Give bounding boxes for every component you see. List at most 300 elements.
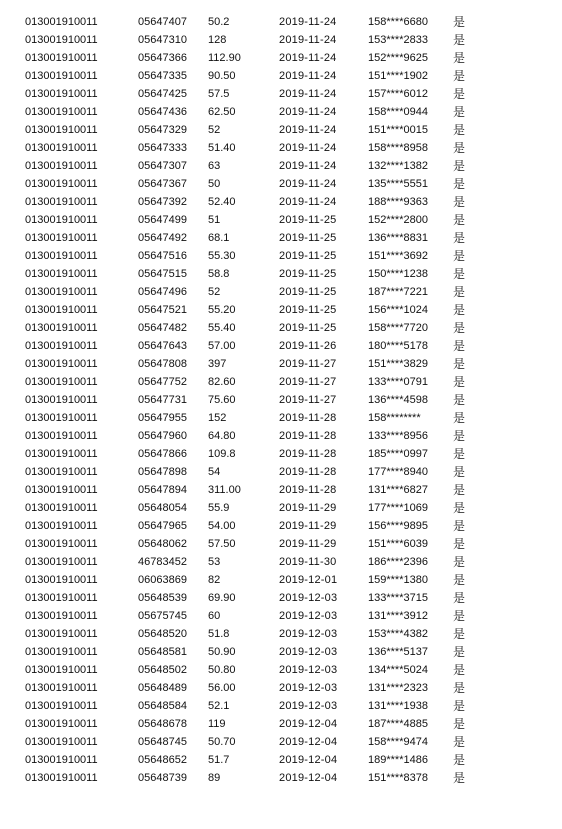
amount-cell: 51.8 <box>208 628 230 640</box>
flag-cell: 是 <box>453 753 466 767</box>
code-cell: 013001910011 <box>25 628 98 640</box>
phone-cell: 132****1382 <box>368 160 428 172</box>
code-cell: 013001910011 <box>25 592 98 604</box>
flag-cell: 是 <box>453 141 466 155</box>
date-cell: 2019-11-24 <box>279 142 337 154</box>
date-cell: 2019-11-25 <box>279 322 337 334</box>
number-cell: 05647866 <box>138 448 187 460</box>
code-cell: 013001910011 <box>25 268 98 280</box>
flag-cell: 是 <box>453 249 466 263</box>
flag-cell: 是 <box>453 627 466 641</box>
number-cell: 05675745 <box>138 610 187 622</box>
table-row <box>0 463 562 481</box>
table-row <box>0 751 562 769</box>
table-row <box>0 769 562 787</box>
date-cell: 2019-11-29 <box>279 538 337 550</box>
number-cell: 05647516 <box>138 250 187 262</box>
amount-cell: 54.00 <box>208 520 236 532</box>
phone-cell: 151****3829 <box>368 358 428 370</box>
amount-cell: 89 <box>208 772 221 784</box>
table-row <box>0 283 562 301</box>
number-cell: 05648652 <box>138 754 187 766</box>
date-cell: 2019-12-03 <box>279 592 338 604</box>
phone-cell: 131****1938 <box>368 700 428 712</box>
amount-cell: 52.40 <box>208 196 236 208</box>
code-cell: 013001910011 <box>25 70 98 82</box>
flag-cell: 是 <box>453 321 466 335</box>
flag-cell: 是 <box>453 123 466 137</box>
amount-cell: 311.00 <box>208 484 241 496</box>
code-cell: 013001910011 <box>25 538 98 550</box>
code-cell: 013001910011 <box>25 52 98 64</box>
date-cell: 2019-12-04 <box>279 772 338 784</box>
amount-cell: 75.60 <box>208 394 236 406</box>
number-cell: 05647425 <box>138 88 187 100</box>
date-cell: 2019-12-04 <box>279 718 338 730</box>
amount-cell: 57.5 <box>208 88 230 100</box>
phone-cell: 157****6012 <box>368 88 428 100</box>
table-row <box>0 337 562 355</box>
table-row <box>0 517 562 535</box>
table-row <box>0 157 562 175</box>
amount-cell: 64.80 <box>208 430 236 442</box>
flag-cell: 是 <box>453 501 466 515</box>
flag-cell: 是 <box>453 159 466 173</box>
amount-cell: 50.2 <box>208 16 230 28</box>
number-cell: 05647898 <box>138 466 187 478</box>
number-cell: 05648739 <box>138 772 187 784</box>
table-row <box>0 31 562 49</box>
table-row <box>0 607 562 625</box>
number-cell: 05647752 <box>138 376 187 388</box>
amount-cell: 90.50 <box>208 70 236 82</box>
code-cell: 013001910011 <box>25 646 98 658</box>
table-row <box>0 427 562 445</box>
amount-cell: 50.70 <box>208 736 236 748</box>
amount-cell: 82.60 <box>208 376 236 388</box>
date-cell: 2019-11-29 <box>279 520 337 532</box>
phone-cell: 152****2800 <box>368 214 428 226</box>
amount-cell: 52.1 <box>208 700 230 712</box>
flag-cell: 是 <box>453 285 466 299</box>
flag-cell: 是 <box>453 609 466 623</box>
date-cell: 2019-11-28 <box>279 430 337 442</box>
code-cell: 013001910011 <box>25 88 98 100</box>
date-cell: 2019-11-24 <box>279 196 337 208</box>
flag-cell: 是 <box>453 393 466 407</box>
phone-cell: 158****6680 <box>368 16 428 28</box>
date-cell: 2019-11-27 <box>279 394 337 406</box>
table-row <box>0 661 562 679</box>
amount-cell: 57.00 <box>208 340 236 352</box>
phone-cell: 151****1902 <box>368 70 428 82</box>
number-cell: 05647307 <box>138 160 187 172</box>
code-cell: 013001910011 <box>25 610 98 622</box>
flag-cell: 是 <box>453 357 466 371</box>
date-cell: 2019-11-27 <box>279 358 337 370</box>
amount-cell: 55.30 <box>208 250 236 262</box>
code-cell: 013001910011 <box>25 664 98 676</box>
phone-cell: 158****8958 <box>368 142 428 154</box>
code-cell: 013001910011 <box>25 16 98 28</box>
date-cell: 2019-11-24 <box>279 70 337 82</box>
amount-cell: 52 <box>208 286 221 298</box>
amount-cell: 82 <box>208 574 221 586</box>
table-row <box>0 355 562 373</box>
number-cell: 05647643 <box>138 340 187 352</box>
code-cell: 013001910011 <box>25 412 98 424</box>
flag-cell: 是 <box>453 519 466 533</box>
flag-cell: 是 <box>453 87 466 101</box>
number-cell: 05648062 <box>138 538 187 550</box>
amount-cell: 152 <box>208 412 227 424</box>
flag-cell: 是 <box>453 411 466 425</box>
number-cell: 05648584 <box>138 700 187 712</box>
date-cell: 2019-12-03 <box>279 610 338 622</box>
flag-cell: 是 <box>453 15 466 29</box>
table-row <box>0 13 562 31</box>
phone-cell: 151****0015 <box>368 124 428 136</box>
amount-cell: 50 <box>208 178 221 190</box>
table-row <box>0 589 562 607</box>
phone-cell: 189****1486 <box>368 754 428 766</box>
flag-cell: 是 <box>453 681 466 695</box>
code-cell: 013001910011 <box>25 520 98 532</box>
amount-cell: 109.8 <box>208 448 236 460</box>
date-cell: 2019-11-24 <box>279 34 337 46</box>
phone-cell: 153****2833 <box>368 34 428 46</box>
flag-cell: 是 <box>453 771 466 785</box>
code-cell: 013001910011 <box>25 232 98 244</box>
table-row <box>0 499 562 517</box>
phone-cell: 158****9474 <box>368 736 428 748</box>
table-row <box>0 67 562 85</box>
date-cell: 2019-12-01 <box>279 574 338 586</box>
flag-cell: 是 <box>453 663 466 677</box>
flag-cell: 是 <box>453 465 466 479</box>
table-row <box>0 247 562 265</box>
table-row <box>0 121 562 139</box>
date-cell: 2019-11-25 <box>279 268 337 280</box>
date-cell: 2019-11-24 <box>279 52 337 64</box>
code-cell: 013001910011 <box>25 736 98 748</box>
code-cell: 013001910011 <box>25 214 98 226</box>
amount-cell: 57.50 <box>208 538 236 550</box>
date-cell: 2019-11-25 <box>279 232 337 244</box>
date-cell: 2019-11-25 <box>279 286 337 298</box>
amount-cell: 55.9 <box>208 502 230 514</box>
date-cell: 2019-11-24 <box>279 88 337 100</box>
code-cell: 013001910011 <box>25 178 98 190</box>
table-row <box>0 193 562 211</box>
number-cell: 06063869 <box>138 574 187 586</box>
number-cell: 05648581 <box>138 646 187 658</box>
flag-cell: 是 <box>453 447 466 461</box>
number-cell: 05648520 <box>138 628 187 640</box>
phone-cell: 150****1238 <box>368 268 428 280</box>
flag-cell: 是 <box>453 195 466 209</box>
amount-cell: 55.40 <box>208 322 236 334</box>
amount-cell: 51.7 <box>208 754 230 766</box>
phone-cell: 134****5024 <box>368 664 428 676</box>
amount-cell: 55.20 <box>208 304 236 316</box>
code-cell: 013001910011 <box>25 700 98 712</box>
date-cell: 2019-11-24 <box>279 178 337 190</box>
number-cell: 05648678 <box>138 718 187 730</box>
flag-cell: 是 <box>453 267 466 281</box>
phone-cell: 133****0791 <box>368 376 428 388</box>
number-cell: 05647310 <box>138 34 187 46</box>
number-cell: 46783452 <box>138 556 187 568</box>
number-cell: 05648745 <box>138 736 187 748</box>
number-cell: 05647366 <box>138 52 187 64</box>
number-cell: 05647499 <box>138 214 187 226</box>
table-row <box>0 553 562 571</box>
phone-cell: 151****6039 <box>368 538 428 550</box>
flag-cell: 是 <box>453 735 466 749</box>
date-cell: 2019-12-03 <box>279 682 338 694</box>
table-row <box>0 103 562 121</box>
table-row <box>0 625 562 643</box>
date-cell: 2019-11-28 <box>279 466 337 478</box>
date-cell: 2019-11-29 <box>279 502 337 514</box>
number-cell: 05647808 <box>138 358 187 370</box>
code-cell: 013001910011 <box>25 466 98 478</box>
flag-cell: 是 <box>453 573 466 587</box>
code-cell: 013001910011 <box>25 430 98 442</box>
flag-cell: 是 <box>453 69 466 83</box>
date-cell: 2019-11-28 <box>279 448 337 460</box>
table-row <box>0 175 562 193</box>
code-cell: 013001910011 <box>25 34 98 46</box>
table-row <box>0 301 562 319</box>
phone-cell: 156****9895 <box>368 520 428 532</box>
amount-cell: 63 <box>208 160 221 172</box>
date-cell: 2019-12-03 <box>279 664 338 676</box>
number-cell: 05647335 <box>138 70 187 82</box>
flag-cell: 是 <box>453 699 466 713</box>
number-cell: 05647894 <box>138 484 187 496</box>
code-cell: 013001910011 <box>25 340 98 352</box>
phone-cell: 153****4382 <box>368 628 428 640</box>
table-row <box>0 373 562 391</box>
number-cell: 05647515 <box>138 268 187 280</box>
phone-cell: 156****1024 <box>368 304 428 316</box>
flag-cell: 是 <box>453 339 466 353</box>
number-cell: 05648502 <box>138 664 187 676</box>
amount-cell: 52 <box>208 124 221 136</box>
table-row <box>0 571 562 589</box>
table-row <box>0 319 562 337</box>
number-cell: 05647407 <box>138 16 187 28</box>
code-cell: 013001910011 <box>25 574 98 586</box>
flag-cell: 是 <box>453 483 466 497</box>
phone-cell: 187****7221 <box>368 286 428 298</box>
phone-cell: 158****0944 <box>368 106 428 118</box>
phone-cell: 151****3692 <box>368 250 428 262</box>
phone-cell: 185****0997 <box>368 448 428 460</box>
code-cell: 013001910011 <box>25 772 98 784</box>
amount-cell: 56.00 <box>208 682 236 694</box>
number-cell: 05648054 <box>138 502 187 514</box>
phone-cell: 151****8378 <box>368 772 428 784</box>
amount-cell: 53 <box>208 556 221 568</box>
amount-cell: 62.50 <box>208 106 236 118</box>
code-cell: 013001910011 <box>25 448 98 460</box>
table-row <box>0 679 562 697</box>
amount-cell: 50.80 <box>208 664 236 676</box>
phone-cell: 187****4885 <box>368 718 428 730</box>
phone-cell: 133****8956 <box>368 430 428 442</box>
flag-cell: 是 <box>453 213 466 227</box>
number-cell: 05647392 <box>138 196 187 208</box>
code-cell: 013001910011 <box>25 304 98 316</box>
code-cell: 013001910011 <box>25 682 98 694</box>
number-cell: 05647492 <box>138 232 187 244</box>
date-cell: 2019-11-25 <box>279 214 337 226</box>
table-row <box>0 85 562 103</box>
phone-cell: 131****2323 <box>368 682 428 694</box>
number-cell: 05648489 <box>138 682 187 694</box>
number-cell: 05647482 <box>138 322 187 334</box>
amount-cell: 51 <box>208 214 221 226</box>
code-cell: 013001910011 <box>25 394 98 406</box>
number-cell: 05647367 <box>138 178 187 190</box>
flag-cell: 是 <box>453 177 466 191</box>
phone-cell: 177****8940 <box>368 466 428 478</box>
amount-cell: 60 <box>208 610 221 622</box>
date-cell: 2019-11-25 <box>279 250 337 262</box>
amount-cell: 50.90 <box>208 646 236 658</box>
code-cell: 013001910011 <box>25 502 98 514</box>
number-cell: 05648539 <box>138 592 187 604</box>
phone-cell: 135****5551 <box>368 178 428 190</box>
table-row <box>0 409 562 427</box>
amount-cell: 69.90 <box>208 592 236 604</box>
number-cell: 05647333 <box>138 142 187 154</box>
phone-cell: 136****5137 <box>368 646 428 658</box>
number-cell: 05647521 <box>138 304 187 316</box>
amount-cell: 51.40 <box>208 142 236 154</box>
date-cell: 2019-12-04 <box>279 736 338 748</box>
code-cell: 013001910011 <box>25 106 98 118</box>
date-cell: 2019-11-28 <box>279 412 337 424</box>
code-cell: 013001910011 <box>25 322 98 334</box>
flag-cell: 是 <box>453 51 466 65</box>
table-row <box>0 391 562 409</box>
flag-cell: 是 <box>453 645 466 659</box>
amount-cell: 54 <box>208 466 221 478</box>
amount-cell: 112.90 <box>208 52 241 64</box>
table-row <box>0 229 562 247</box>
number-cell: 05647329 <box>138 124 187 136</box>
code-cell: 013001910011 <box>25 286 98 298</box>
code-cell: 013001910011 <box>25 376 98 388</box>
phone-cell: 136****8831 <box>368 232 428 244</box>
phone-cell: 188****9363 <box>368 196 428 208</box>
table-row <box>0 715 562 733</box>
flag-cell: 是 <box>453 303 466 317</box>
code-cell: 013001910011 <box>25 124 98 136</box>
code-cell: 013001910011 <box>25 250 98 262</box>
table-row <box>0 265 562 283</box>
amount-cell: 68.1 <box>208 232 230 244</box>
phone-cell: 131****6827 <box>368 484 428 496</box>
date-cell: 2019-11-30 <box>279 556 337 568</box>
phone-cell: 180****5178 <box>368 340 428 352</box>
phone-cell: 131****3912 <box>368 610 428 622</box>
phone-cell: 177****1069 <box>368 502 428 514</box>
flag-cell: 是 <box>453 717 466 731</box>
date-cell: 2019-11-26 <box>279 340 337 352</box>
table-row <box>0 535 562 553</box>
table-row <box>0 445 562 463</box>
table-row <box>0 139 562 157</box>
amount-cell: 397 <box>208 358 227 370</box>
amount-cell: 128 <box>208 34 227 46</box>
date-cell: 2019-12-04 <box>279 754 338 766</box>
date-cell: 2019-11-24 <box>279 160 337 172</box>
flag-cell: 是 <box>453 375 466 389</box>
code-cell: 013001910011 <box>25 358 98 370</box>
amount-cell: 58.8 <box>208 268 230 280</box>
date-cell: 2019-11-24 <box>279 124 337 136</box>
table-row <box>0 643 562 661</box>
date-cell: 2019-11-24 <box>279 16 337 28</box>
date-cell: 2019-12-03 <box>279 628 338 640</box>
number-cell: 05647960 <box>138 430 187 442</box>
flag-cell: 是 <box>453 429 466 443</box>
table-row <box>0 481 562 499</box>
number-cell: 05647955 <box>138 412 187 424</box>
phone-cell: 159****1380 <box>368 574 428 586</box>
data-table <box>0 13 562 787</box>
code-cell: 013001910011 <box>25 718 98 730</box>
code-cell: 013001910011 <box>25 196 98 208</box>
code-cell: 013001910011 <box>25 160 98 172</box>
date-cell: 2019-11-28 <box>279 484 337 496</box>
table-row <box>0 733 562 751</box>
amount-cell: 119 <box>208 718 226 730</box>
phone-cell: 136****4598 <box>368 394 428 406</box>
phone-cell: 158******** <box>368 412 421 424</box>
date-cell: 2019-12-03 <box>279 646 338 658</box>
code-cell: 013001910011 <box>25 142 98 154</box>
flag-cell: 是 <box>453 591 466 605</box>
phone-cell: 152****9625 <box>368 52 428 64</box>
flag-cell: 是 <box>453 105 466 119</box>
phone-cell: 158****7720 <box>368 322 428 334</box>
date-cell: 2019-11-25 <box>279 304 337 316</box>
phone-cell: 133****3715 <box>368 592 428 604</box>
code-cell: 013001910011 <box>25 484 98 496</box>
flag-cell: 是 <box>453 537 466 551</box>
date-cell: 2019-12-03 <box>279 700 338 712</box>
number-cell: 05647436 <box>138 106 187 118</box>
number-cell: 05647496 <box>138 286 187 298</box>
code-cell: 013001910011 <box>25 754 98 766</box>
flag-cell: 是 <box>453 555 466 569</box>
number-cell: 05647965 <box>138 520 187 532</box>
flag-cell: 是 <box>453 231 466 245</box>
flag-cell: 是 <box>453 33 466 47</box>
table-row <box>0 697 562 715</box>
phone-cell: 186****2396 <box>368 556 428 568</box>
number-cell: 05647731 <box>138 394 187 406</box>
table-row <box>0 49 562 67</box>
code-cell: 013001910011 <box>25 556 98 568</box>
date-cell: 2019-11-27 <box>279 376 337 388</box>
